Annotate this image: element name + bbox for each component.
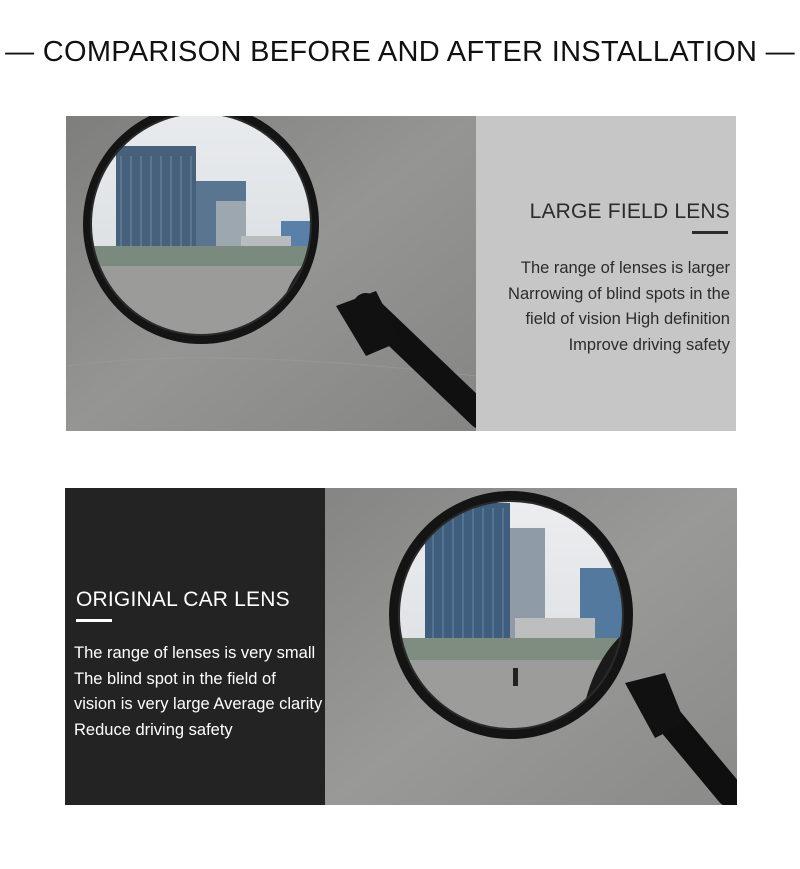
description-line: The range of lenses is very small [74,644,316,662]
description-line: vision is very large Average clarity [74,695,323,713]
wide-mirror-photo [66,116,476,431]
title-underline [692,231,728,234]
large-field-lens-description [508,256,730,358]
original-car-lens-title: ORIGINAL CAR LENS [76,588,290,611]
large-field-lens-title: LARGE FIELD LENS [529,200,730,223]
description-line: The range of lenses is larger [520,259,730,277]
description-line: Improve driving safety [568,335,730,354]
description-line: field of vision High definition [525,310,730,328]
description-line: The blind spot in the field of [74,669,276,688]
original-mirror-photo [325,488,737,805]
description-line: Narrowing of blind spots in the [508,284,730,303]
large-field-lens-box [476,116,736,431]
page-title: — COMPARISON BEFORE AND AFTER INSTALLATION — [5,36,795,68]
description-line: Reduce driving safety [74,720,233,739]
after-installation-panel [66,116,736,431]
original-car-lens-description [74,641,322,743]
title-underline [76,619,112,622]
before-installation-panel [65,488,737,805]
